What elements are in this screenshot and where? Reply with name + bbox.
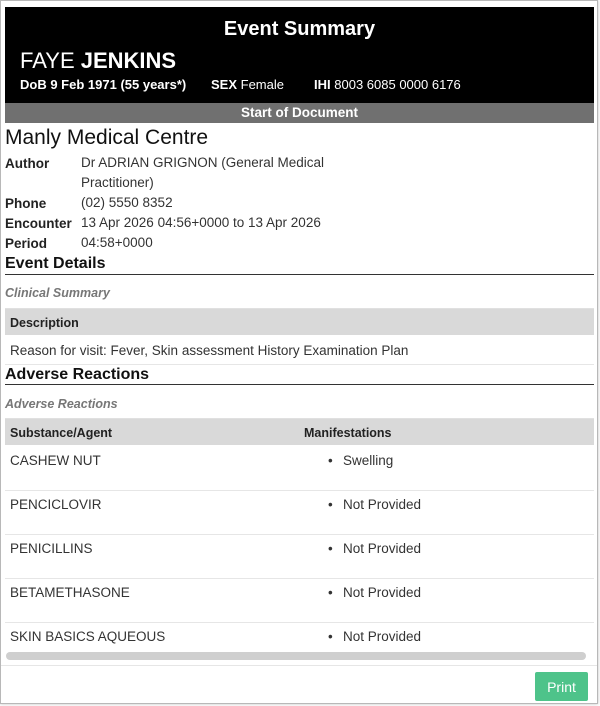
patient-dob <box>20 77 186 92</box>
row-divider <box>5 490 594 491</box>
description-table-header <box>5 309 594 335</box>
encounter-label: Encounter <box>5 216 72 231</box>
section-divider <box>5 384 594 385</box>
substance-cell: SKIN BASICS AQUEOUS <box>10 629 166 644</box>
author-line: Practitioner) <box>81 175 154 190</box>
horizontal-scrollbar[interactable] <box>6 652 586 660</box>
substance-cell: BETAMETHASONE <box>10 585 130 600</box>
row-divider <box>5 622 594 623</box>
row-divider <box>5 364 594 365</box>
dob-label: DoB <box>20 77 47 92</box>
clinical-summary-subheading: Clinical Summary <box>5 286 110 300</box>
manifestation-cell: • Not Provided <box>343 541 421 556</box>
footer-divider <box>1 665 597 666</box>
description-cell: Reason for visit: Fever, Skin assessment History Examination Plan <box>10 343 409 358</box>
event-details-heading: Event Details <box>5 255 106 272</box>
adverse-reactions-heading: Adverse Reactions <box>5 366 150 383</box>
dob-value: 9 Feb 1971 (55 years*) <box>50 77 187 92</box>
row-divider <box>5 534 594 535</box>
manifestation-cell: • Not Provided <box>343 629 421 644</box>
document-title: Event Summary <box>223 18 376 40</box>
sex-label: SEX <box>211 77 238 92</box>
organisation-name: Manly Medical Centre <box>5 126 209 149</box>
author-line: Dr ADRIAN GRIGNON (General Medical <box>81 155 325 170</box>
phone-label: Phone <box>5 196 47 211</box>
substance-cell: PENCICLOVIR <box>10 497 102 512</box>
section-divider <box>5 274 594 275</box>
manifestations-column-header: Manifestations <box>304 426 392 440</box>
substance-cell: PENICILLINS <box>10 541 93 556</box>
adverse-reactions-subheading: Adverse Reactions <box>5 397 118 411</box>
patient-name <box>20 48 176 74</box>
patient-sex <box>211 77 284 92</box>
substance-column-header: Substance/Agent <box>10 426 113 440</box>
print-button[interactable]: Print <box>535 672 588 701</box>
patient-ihi <box>314 77 461 92</box>
encounter-period-value <box>81 213 321 253</box>
description-column-header: Description <box>10 316 79 330</box>
patient-given-name: FAYE <box>20 48 75 73</box>
row-divider <box>5 578 594 579</box>
reactions-table-header <box>5 419 594 445</box>
period-label: Period <box>5 236 48 251</box>
author-label: Author <box>5 156 50 171</box>
sex-value: Female <box>240 77 284 92</box>
encounter-line: 04:58+0000 <box>81 235 153 250</box>
manifestation-cell: • Not Provided <box>343 585 421 600</box>
patient-family-name: JENKINS <box>80 48 177 73</box>
patient-header <box>5 7 594 103</box>
ihi-label: IHI <box>314 77 331 92</box>
substance-cell: CASHEW NUT <box>10 453 101 468</box>
start-of-document-banner: Start of Document <box>5 103 594 123</box>
author-value <box>81 153 324 193</box>
manifestation-cell: • Swelling <box>343 453 393 468</box>
phone-value: (02) 5550 8352 <box>81 195 173 210</box>
manifestation-cell: • Not Provided <box>343 497 421 512</box>
ihi-value: 8003 6085 0000 6176 <box>334 77 461 92</box>
encounter-line: 13 Apr 2026 04:56+0000 to 13 Apr 2026 <box>81 215 321 230</box>
